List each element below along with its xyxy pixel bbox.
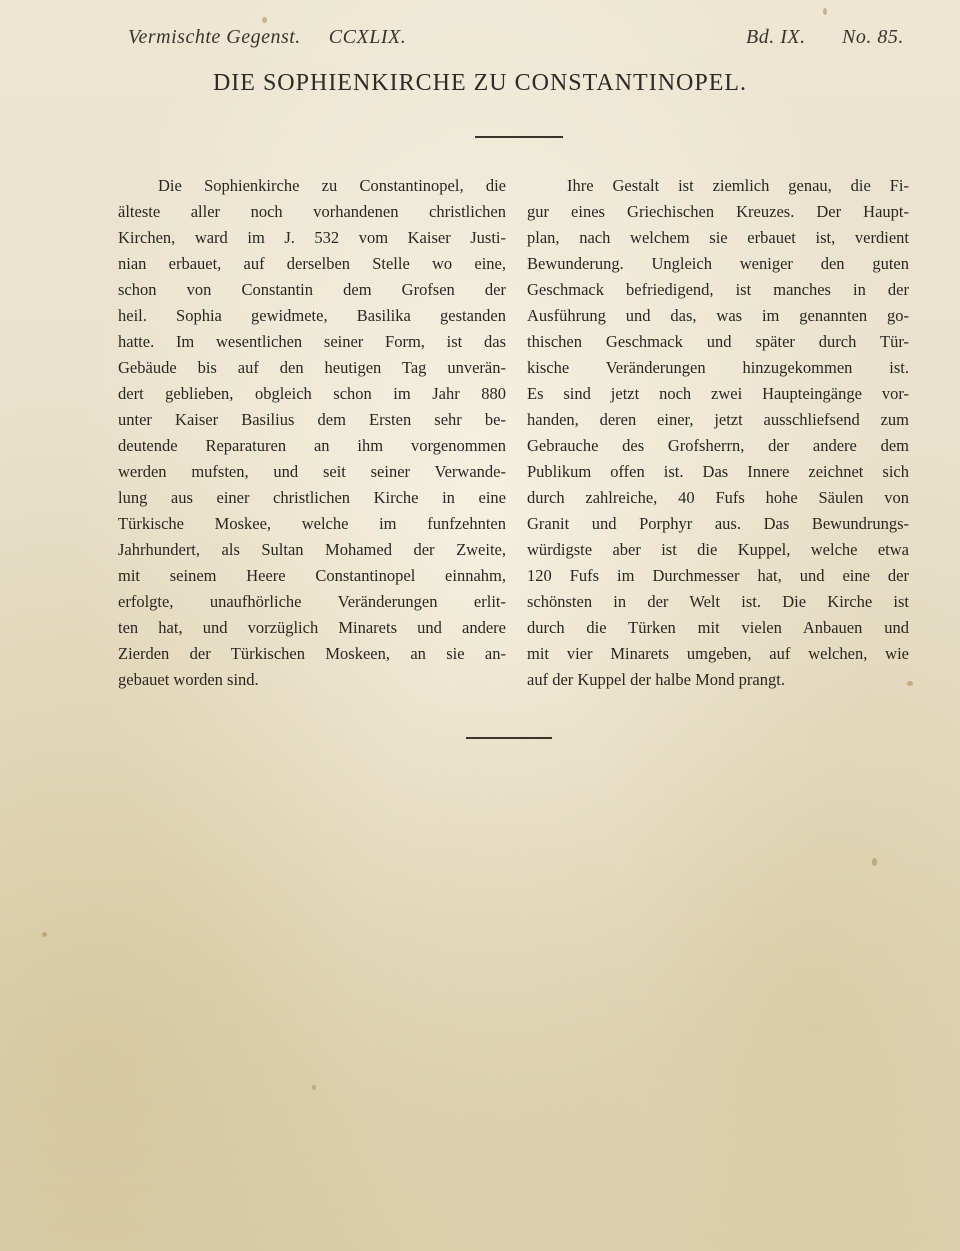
article-title: DIE SOPHIENKIRCHE ZU CONSTANTINOPEL. (212, 70, 748, 96)
text-line: werden mufsten, und seit seiner Verwande- (118, 462, 506, 481)
header-volume: Bd. IX. (746, 26, 806, 48)
text-line: 120 Fufs im Durchmesser hat, und eine der (527, 566, 909, 585)
text-line: Ausführung und das, was im genannten go- (527, 306, 909, 325)
text-line: Die Sophienkirche zu Constantinopel, die (158, 176, 506, 195)
paper-spot (262, 17, 267, 23)
text-line: Jahrhundert, als Sultan Mohamed der Zweite, (118, 540, 506, 559)
text-line: schönsten in der Welt ist. Die Kirche ist (527, 592, 909, 611)
right-column (527, 173, 909, 693)
text-line: Türkische Moskee, welche im funfzehnten (118, 514, 506, 533)
text-line: unter Kaiser Basilius dem Ersten sehr be- (118, 410, 506, 429)
text-line: hatte. Im wesentlichen seiner Form, ist das (118, 332, 506, 351)
header-issue: No. 85. (842, 26, 904, 48)
text-line: Granit und Porphyr aus. Das Bewundrungs- (527, 514, 909, 533)
left-column (118, 173, 506, 693)
text-line: gebauet worden sind. (118, 670, 259, 689)
text-line: Es sind jetzt noch zwei Haupteingänge vor- (527, 384, 909, 403)
title-rule (475, 136, 563, 138)
text-line: Kirchen, ward im J. 532 vom Kaiser Justi- (118, 228, 506, 247)
text-line: mit vier Minarets umgeben, auf welchen, wie (527, 644, 909, 663)
text-line: gur eines Griechischen Kreuzes. Der Haupt- (527, 202, 909, 221)
paper-spot (42, 932, 47, 937)
text-line: Zierden der Türkischen Moskeen, an sie an- (118, 644, 506, 663)
text-line: durch die Türken mit vielen Anbauen und (527, 618, 909, 637)
text-line: plan, nach welchem sie erbauet ist, verdient (527, 228, 909, 247)
paper-spot (823, 8, 827, 15)
header-section: Vermischte Gegenst. (128, 26, 301, 48)
text-line: heil. Sophia gewidmete, Basilika gestanden (118, 306, 506, 325)
running-header (128, 26, 920, 56)
text-line: Gebäude bis auf den heutigen Tag unverän- (118, 358, 506, 377)
text-line: mit seinem Heere Constantinopel einnahm, (118, 566, 506, 585)
text-line: handen, deren einer, jetzt ausschliefsend zum (527, 410, 909, 429)
text-line: kische Veränderungen hinzugekommen ist. (527, 358, 909, 377)
header-left (128, 26, 406, 49)
text-line: würdigste aber ist die Kuppel, welche etwa (527, 540, 909, 559)
text-line: älteste aller noch vorhandenen christlichen (118, 202, 506, 221)
text-line: erfolgte, unaufhörliche Veränderungen erlit- (118, 592, 506, 611)
paper-spot (312, 1085, 316, 1090)
text-line: lung aus einer christlichen Kirche in eine (118, 488, 506, 507)
header-number: CCXLIX. (328, 26, 407, 48)
text-line: Bewunderung. Ungleich weniger den guten (527, 254, 909, 273)
text-line: ten hat, und vorzüglich Minarets und andere (118, 618, 506, 637)
text-line: Geschmack befriedigend, ist manches in der (527, 280, 909, 299)
text-line: schon von Constantin dem Grofsen der (118, 280, 506, 299)
text-line: deutende Reparaturen an ihm vorgenommen (118, 436, 506, 455)
end-rule (466, 737, 552, 739)
text-line: Publikum offen ist. Das Innere zeichnet sich (527, 462, 909, 481)
text-line: nian erbauet, auf derselben Stelle wo eine, (118, 254, 506, 273)
text-line: Gebrauche des Grofsherrn, der andere dem (527, 436, 909, 455)
text-line: thischen Geschmack und später durch Tür- (527, 332, 909, 351)
text-line: durch zahlreiche, 40 Fufs hohe Säulen von (527, 488, 909, 507)
text-line: Ihre Gestalt ist ziemlich genau, die Fi- (567, 176, 909, 195)
paper-spot (872, 858, 877, 866)
text-line: dert geblieben, obgleich schon im Jahr 880 (118, 384, 506, 403)
text-line: auf der Kuppel der halbe Mond prangt. (527, 670, 785, 689)
